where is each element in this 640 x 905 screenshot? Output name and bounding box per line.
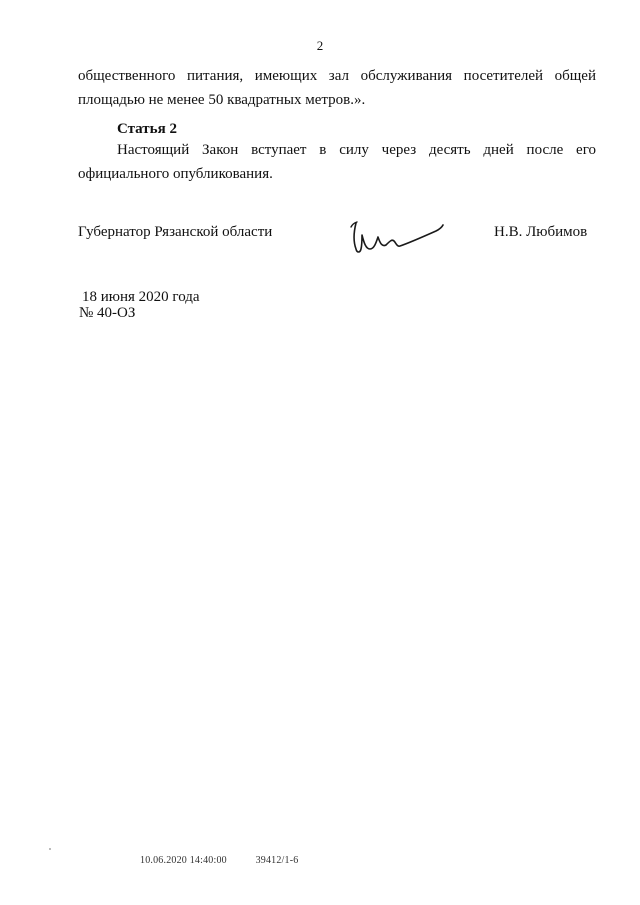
document-footer [140,855,324,866]
continuation-line-1: общественного питания, имеющих зал обслуживания посетителей общей [78,68,596,84]
law-number: № 40-ОЗ [79,305,136,321]
article-2-line-1: Настоящий Закон вступает в силу через десять дней после его [117,142,596,158]
signatory-role: Губернатор Рязанской области [78,224,273,240]
handwritten-signature [348,213,448,257]
article-2-paragraph [78,138,596,186]
footer-code: 39412/1-6 [255,855,299,866]
continuation-line-2: площадью не менее 50 квадратных метров.». [78,92,366,108]
article-2-line-2: официального опубликования. [78,166,273,182]
scan-speck [49,848,51,850]
law-date: 18 июня 2020 года [82,289,200,305]
article-2-title: Статья 2 [117,121,177,137]
page-number: 2 [316,38,324,53]
signatory-name: Н.В. Любимов [494,224,588,240]
footer-timestamp: 10.06.2020 14:40:00 [140,855,227,866]
continuation-paragraph [78,64,596,112]
